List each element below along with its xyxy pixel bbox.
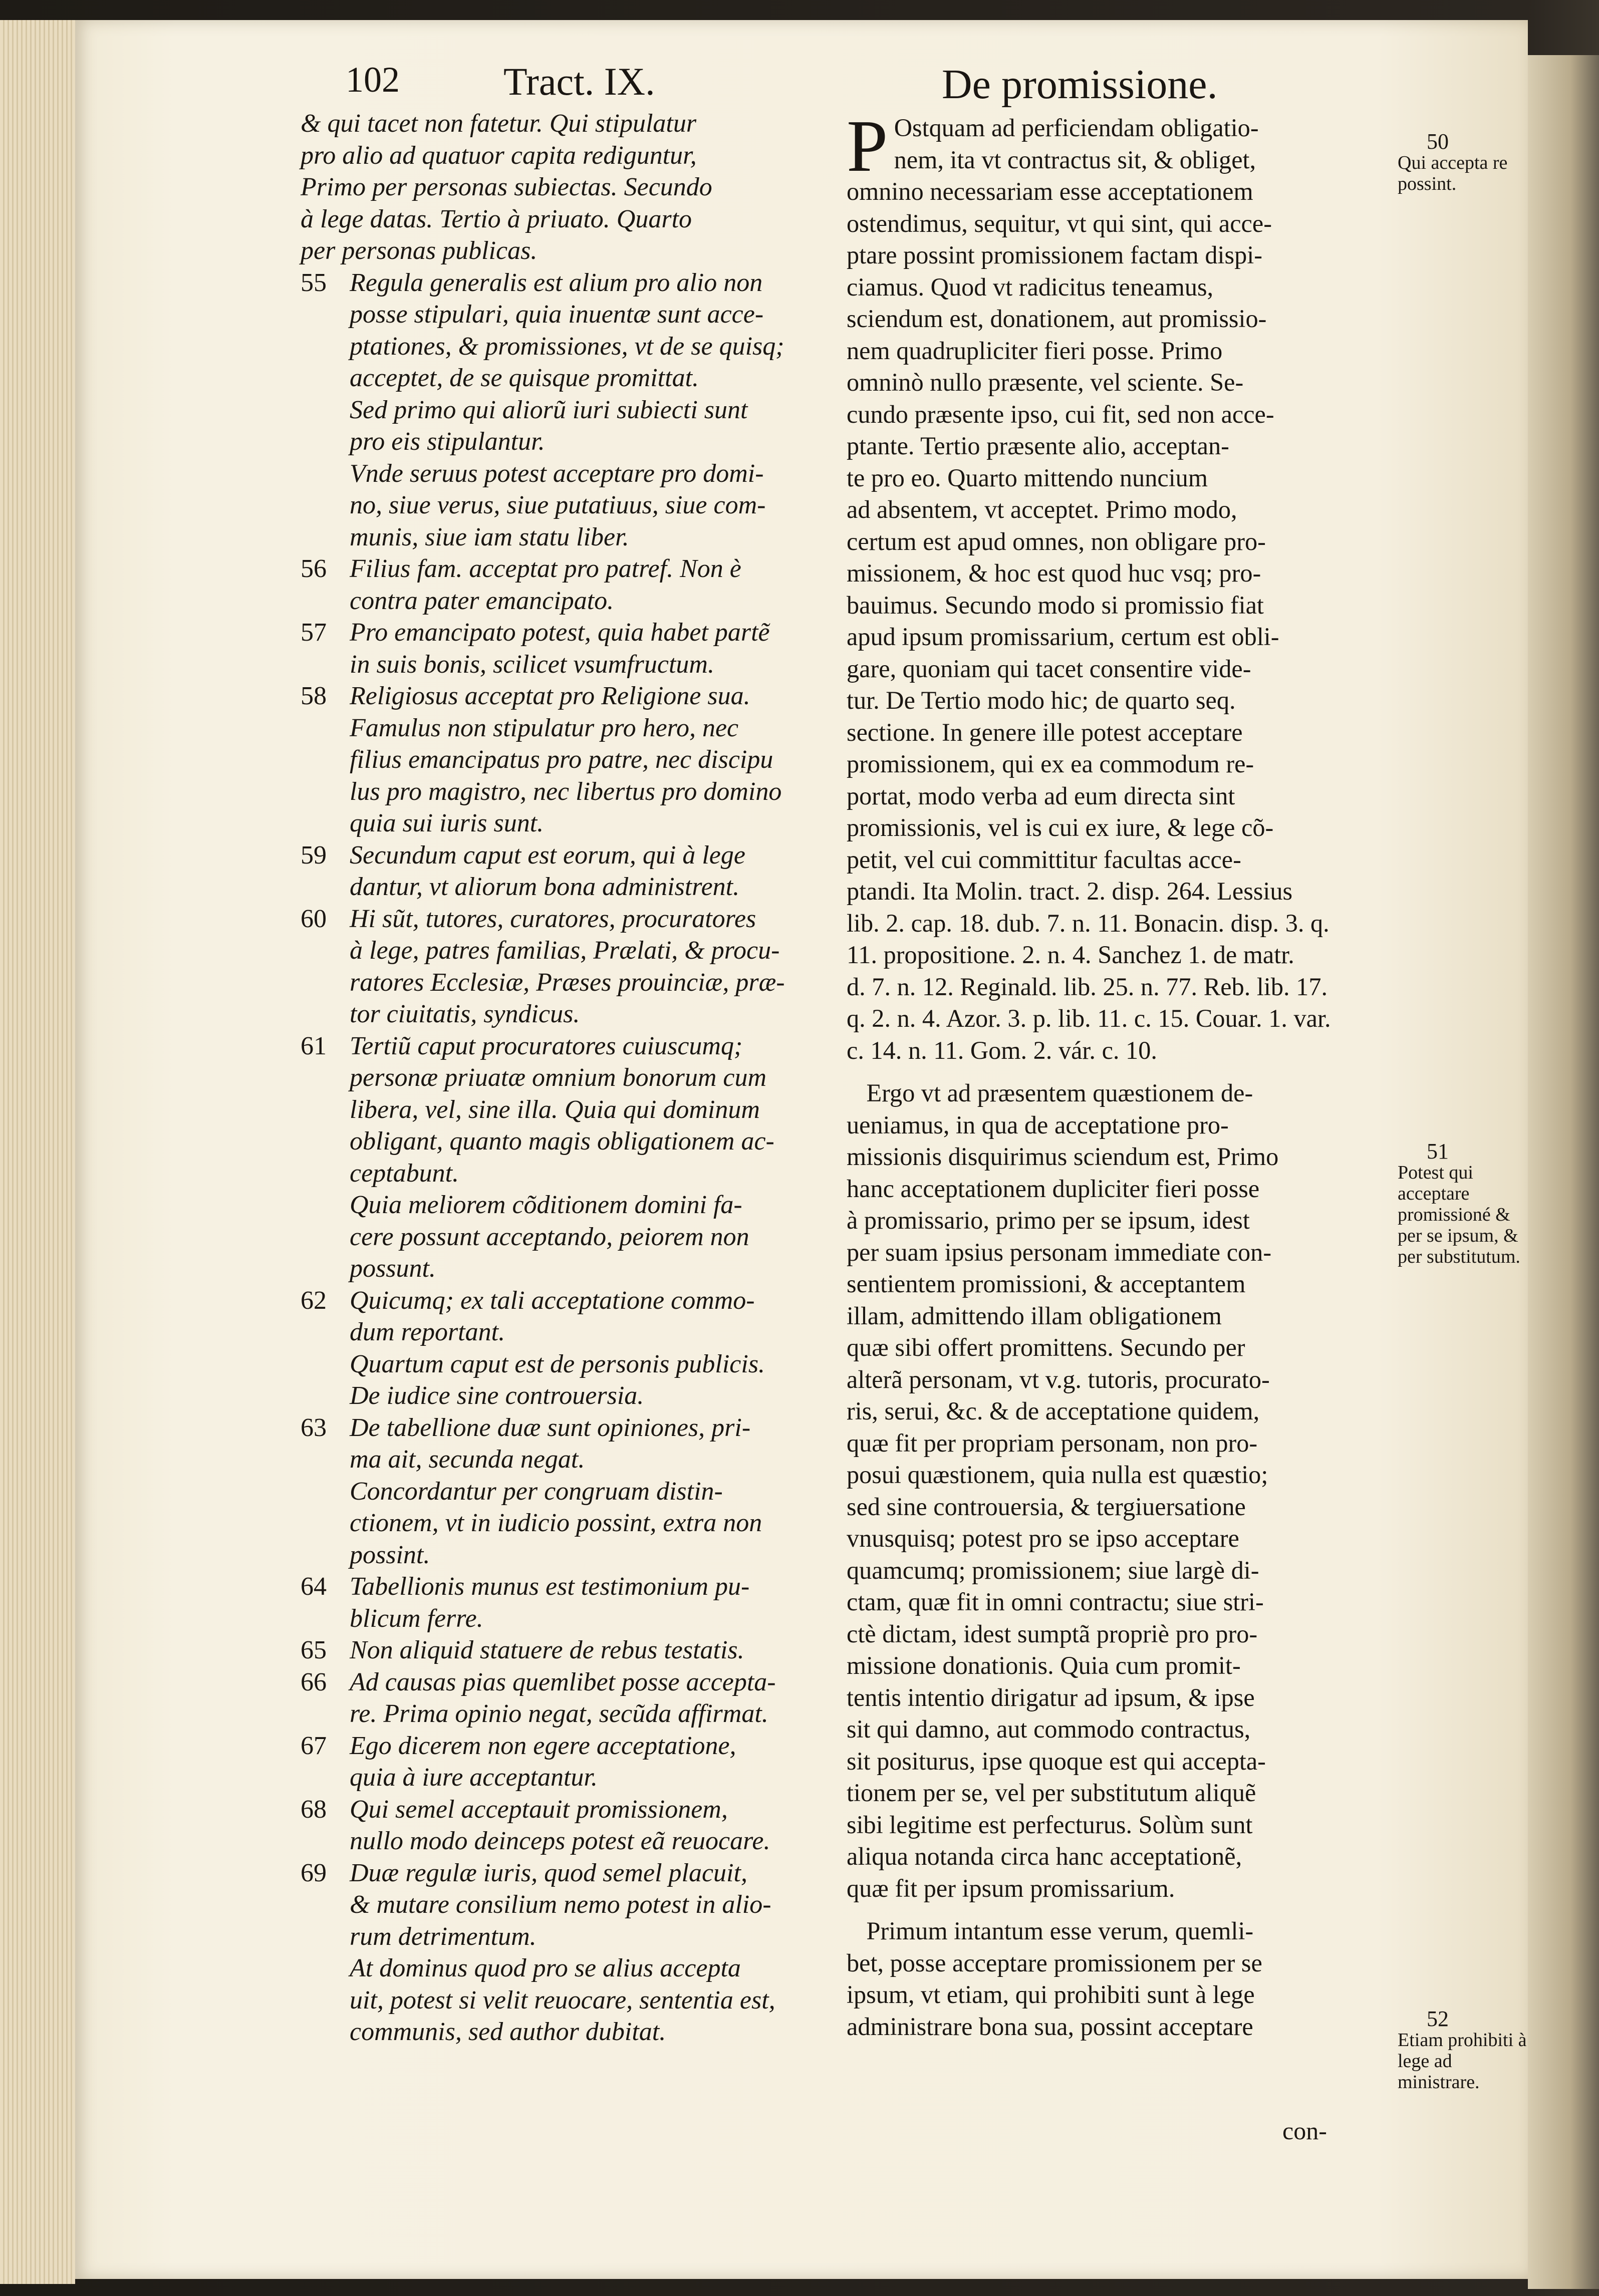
body-line: à promissario, primo per se ipsum, idest <box>847 1207 1250 1235</box>
summary-number: 69 <box>301 1858 327 1887</box>
summary-text: De iudice sine controuersia. <box>350 1381 644 1410</box>
body-line: Ergo vt ad præsentem quæstionem de- <box>866 1079 1253 1107</box>
margin-note-51 <box>1398 1141 1528 1267</box>
summary-text: Ego dicerem non egere acceptatione, <box>350 1731 736 1760</box>
summary-line <box>301 1476 837 1508</box>
body-line: illam, admittendo illam obligationem <box>847 1302 1222 1330</box>
summary-line <box>301 1603 837 1635</box>
summary-text: possint. <box>350 1540 430 1569</box>
body-line: missione donationis. Quia cum promit- <box>847 1652 1241 1680</box>
margin-note-text: Qui accepta re possint. <box>1398 152 1508 194</box>
body-line: cundo præsente ipso, cui fit, sed non acce- <box>847 400 1274 429</box>
body-line: vnusquisq; potest pro se ipso acceptare <box>847 1525 1239 1553</box>
body-line: ad absentem, vt acceptet. Primo modo, <box>847 496 1237 524</box>
body-line: sed sine controuersia, & tergiuersatione <box>847 1493 1246 1521</box>
summary-text: rum detrimentum. <box>350 1922 537 1951</box>
summary-text: libera, vel, sine illa. Quia qui dominum <box>350 1095 760 1124</box>
summary-text: Tabellionis munus est testimonium pu- <box>350 1572 750 1601</box>
summary-text: in suis bonis, scilicet vsumfructum. <box>350 650 714 679</box>
catch-word: con- <box>1282 2117 1327 2145</box>
summary-line <box>301 1348 837 1380</box>
summary-text: Regula generalis est alium pro alio non <box>350 268 763 297</box>
summary-text: ceptabunt. <box>350 1159 459 1188</box>
summary-text: Hi sũt, tutores, curatores, procuratores <box>350 904 756 933</box>
summary-column <box>301 108 837 2048</box>
body-line: te pro eo. Quarto mittendo nuncium <box>847 464 1208 492</box>
tract-label: Tract. IX. <box>503 60 655 103</box>
body-line: quæ fit per ipsum promissarium. <box>847 1874 1175 1903</box>
summary-text: Non aliquid statuere de rebus testatis. <box>350 1636 744 1664</box>
summary-number: 57 <box>301 618 327 647</box>
summary-text: Pro emancipato potest, quia habet partẽ <box>350 618 770 647</box>
body-line: quamcumq; promissionem; siue largè di- <box>847 1556 1259 1585</box>
summary-line <box>301 617 837 649</box>
summary-line <box>301 1189 837 1221</box>
summary-line <box>301 744 837 776</box>
summary-line <box>301 267 837 299</box>
body-line: tentis intentio dirigatur ad ipsum, & ipse <box>847 1683 1255 1712</box>
summary-line <box>301 458 837 490</box>
section-title: De promissione. <box>942 61 1218 108</box>
summary-text: ratores Ecclesiæ, Præses prouinciæ, præ- <box>350 968 785 997</box>
summary-line <box>301 1221 837 1253</box>
body-line: omnino necessariam esse acceptationem <box>847 178 1253 206</box>
summary-line <box>301 1889 837 1921</box>
summary-line <box>301 1762 837 1794</box>
summary-text: posse stipulari, quia inuentæ sunt acce- <box>350 300 764 329</box>
summary-number: 60 <box>301 904 327 933</box>
body-line: sit qui damno, aut commodo contractus, <box>847 1715 1251 1744</box>
body-line: bet, posse acceptare promissionem per se <box>847 1949 1262 1977</box>
body-line: ptandi. Ita Molin. tract. 2. disp. 264. Lessius <box>847 878 1293 906</box>
summary-line <box>301 553 837 585</box>
summary-text: communis, sed author dubitat. <box>350 2018 666 2046</box>
summary-line <box>301 998 837 1030</box>
summary-line <box>301 1921 837 1953</box>
summary-line <box>301 967 837 999</box>
summary-line <box>301 1062 837 1094</box>
margin-note-number: 50 <box>1427 129 1449 154</box>
summary-line <box>301 299 837 331</box>
summary-number: 61 <box>301 1031 327 1060</box>
summary-text: Concordantur per congruam distin- <box>350 1477 723 1506</box>
body-column <box>847 105 1403 2043</box>
body-line: sentientem promissioni, & acceptantem <box>847 1270 1246 1298</box>
summary-text: ptationes, & promissiones, vt de se quisq; <box>350 332 784 361</box>
summary-text: & mutare consilium nemo potest in alio- <box>350 1890 771 1919</box>
body-line: ctam, quæ fit in omni contractu; siue stri- <box>847 1588 1264 1616</box>
body-line: hanc acceptationem dupliciter fieri posse <box>847 1175 1260 1203</box>
body-line: q. 2. n. 4. Azor. 3. p. lib. 11. c. 15. Couar. 1. var. <box>847 1005 1331 1033</box>
summary-text: Filius fam. acceptat pro patref. Non è <box>350 554 741 583</box>
summary-text: Tertiũ caput procuratores cuiuscumq; <box>350 1031 743 1060</box>
body-line: certum est apud omnes, non obligare pro- <box>847 527 1266 556</box>
body-line: ciamus. Quod vt radicitus teneamus, <box>847 273 1214 302</box>
body-line: c. 14. n. 11. Gom. 2. vár. c. 10. <box>847 1036 1157 1065</box>
summary-text: personæ priuatæ omnium bonorum cum <box>350 1063 767 1092</box>
body-line: sectione. In genere ille potest acceptare <box>847 718 1243 747</box>
summary-line <box>301 776 837 808</box>
summary-line <box>301 649 837 681</box>
summary-number: 63 <box>301 1413 327 1442</box>
summary-line <box>301 108 837 140</box>
summary-text: quia à iure acceptantur. <box>350 1763 598 1792</box>
summary-number: 64 <box>301 1572 327 1601</box>
summary-number: 68 <box>301 1795 327 1824</box>
summary-text: Quartum caput est de personis publicis. <box>350 1349 765 1378</box>
summary-line <box>301 235 837 267</box>
margin-note-text: Etiam prohibiti à lege ad ministrare. <box>1398 2030 1527 2093</box>
summary-line <box>301 521 837 553</box>
summary-text: pro eis stipulantur. <box>350 427 545 456</box>
summary-text: possunt. <box>350 1254 436 1283</box>
summary-text: Secundum caput est eorum, qui à lege <box>350 840 745 870</box>
body-line: nem, ita vt contractus sit, & obliget, <box>894 146 1256 174</box>
body-line: gare, quoniam qui tacet consentire vide- <box>847 655 1251 683</box>
body-line: aliqua notanda circa hanc acceptationẽ, <box>847 1843 1242 1871</box>
summary-text: filius emancipatus pro patre, nec discipu <box>350 745 773 774</box>
summary-text: Primo per personas subiectas. Secundo <box>301 173 712 201</box>
body-line: ptante. Tertio præsente alio, acceptan- <box>847 432 1229 460</box>
body-line: missionem, & hoc est quod huc vsq; pro- <box>847 559 1261 588</box>
paragraph-gap <box>847 1905 1403 1916</box>
summary-line <box>301 1666 837 1698</box>
summary-text: Duæ regulæ iuris, quod semel placuit, <box>350 1858 747 1887</box>
summary-line <box>301 903 837 935</box>
summary-text: obligant, quanto magis obligationem ac- <box>350 1127 774 1156</box>
summary-line <box>301 1316 837 1348</box>
body-line: sibi legitime est perfecturus. Solùm sunt <box>847 1811 1253 1839</box>
summary-text: acceptet, de se quisque promittat. <box>350 364 699 392</box>
body-line: lib. 2. cap. 18. dub. 7. n. 11. Bonacin. disp. 3. q. <box>847 909 1329 938</box>
summary-text: Famulus non stipulatur pro hero, nec <box>350 713 739 742</box>
summary-line <box>301 1253 837 1285</box>
body-line: ueniamus, in qua de acceptatione pro- <box>847 1111 1229 1139</box>
summary-text: dum reportant. <box>350 1318 505 1346</box>
summary-text: & qui tacet non fatetur. Qui stipulatur <box>301 109 697 138</box>
summary-line <box>301 680 837 712</box>
summary-line <box>301 2016 837 2048</box>
summary-text: Quicumq; ex tali acceptatione commo- <box>350 1286 755 1315</box>
summary-text: Sed primo qui aliorũ iuri subiecti sunt <box>350 395 748 424</box>
body-line: omninò nullo præsente, vel sciente. Se- <box>847 369 1244 397</box>
summary-text: Vnde seruus potest acceptare pro domi- <box>350 459 764 488</box>
margin-note-50 <box>1398 131 1528 194</box>
summary-number: 59 <box>301 840 327 870</box>
summary-text: lus pro magistro, nec libertus pro domino <box>350 777 782 806</box>
summary-number: 62 <box>301 1286 327 1315</box>
summary-line <box>301 362 837 394</box>
body-line: sciendum est, donationem, aut promissio- <box>847 305 1267 333</box>
margin-note-52 <box>1398 2008 1528 2093</box>
summary-line <box>301 1857 837 1889</box>
summary-text: ctionem, vt in iudicio possint, extra non <box>350 1509 762 1537</box>
summary-line <box>301 1571 837 1603</box>
summary-line <box>301 712 837 744</box>
summary-text: At dominus quod pro se alius accepta <box>350 1954 741 1982</box>
summary-line <box>301 1125 837 1158</box>
summary-line <box>301 807 837 839</box>
page-number: 102 <box>346 60 400 100</box>
body-line: ptare possint promissionem factam dispi- <box>847 241 1262 269</box>
margin-note-number: 51 <box>1427 1139 1449 1164</box>
summary-text: nullo modo deinceps potest eã reuocare. <box>350 1827 770 1855</box>
summary-line <box>301 1507 837 1539</box>
body-line: bauimus. Secundo modo si promissio fiat <box>847 591 1264 620</box>
summary-line <box>301 1634 837 1666</box>
body-line: quæ fit per propriam personam, non pro- <box>847 1429 1258 1458</box>
summary-line <box>301 426 837 458</box>
summary-line <box>301 1698 837 1730</box>
summary-text: dantur, vt aliorum bona administrent. <box>350 873 740 901</box>
body-line: promissionem, qui ex ea commodum re- <box>847 750 1254 778</box>
summary-line <box>301 1444 837 1476</box>
summary-text: Qui semel acceptauit promissionem, <box>350 1795 728 1824</box>
summary-line <box>301 1412 837 1444</box>
summary-text: re. Prima opinio negat, secũda affirmat. <box>350 1699 768 1728</box>
body-line: d. 7. n. 12. Reginald. lib. 25. n. 77. Reb. lib. 17. <box>847 973 1328 1001</box>
body-line: Ostquam ad perficiendam obligatio- <box>894 114 1259 142</box>
summary-line <box>301 1285 837 1317</box>
summary-text: no, siue verus, siue putatiuus, siue com- <box>350 491 766 519</box>
summary-line <box>301 839 837 872</box>
body-line: petit, vel cui committitur facultas acce- <box>847 845 1241 874</box>
body-line: ris, serui, &c. & de acceptatione quidem, <box>847 1397 1260 1425</box>
summary-text: cere possunt acceptando, peiorem non <box>350 1222 749 1251</box>
summary-line <box>301 171 837 203</box>
summary-text: munis, siue iam statu liber. <box>350 522 629 551</box>
body-line: sit positurus, ipse quoque est qui accepta- <box>847 1747 1266 1776</box>
summary-line <box>301 935 837 967</box>
body-line: ctè dictam, idest sumptã propriè pro pro- <box>847 1620 1258 1648</box>
body-line: promissionis, vel is cui ex iure, & lege cõ- <box>847 814 1274 842</box>
summary-text: à lege datas. Tertio à priuato. Quarto <box>301 204 692 233</box>
body-line: apud ipsum promissarium, certum est obli- <box>847 623 1279 651</box>
page-edge-right <box>1528 55 1599 2289</box>
body-line: per suam ipsius personam immediate con- <box>847 1238 1272 1267</box>
summary-text: De tabellione duæ sunt opiniones, pri- <box>350 1413 751 1442</box>
summary-line <box>301 1794 837 1826</box>
paragraph-gap <box>847 1067 1403 1078</box>
summary-text: blicum ferre. <box>350 1604 483 1633</box>
summary-text: uit, potest si velit reuocare, sententia est, <box>350 1985 775 2015</box>
summary-line <box>301 1094 837 1126</box>
summary-line <box>301 331 837 363</box>
summary-text: Ad causas pias quemlibet posse accepta- <box>350 1667 776 1696</box>
summary-line <box>301 1825 837 1857</box>
summary-number: 56 <box>301 554 327 583</box>
summary-line <box>301 1030 837 1062</box>
summary-text: à lege, patres familias, Prælati, & procu- <box>350 936 780 965</box>
body-line: nem quadrupliciter fieri posse. Primo <box>847 337 1223 365</box>
body-line: missionis disquirimus sciendum est, Primo <box>847 1143 1279 1171</box>
body-line: Primum intantum esse verum, quemli- <box>866 1917 1254 1945</box>
summary-number: 55 <box>301 268 327 297</box>
summary-number: 67 <box>301 1731 327 1760</box>
body-line: quæ sibi offert promittens. Secundo per <box>847 1334 1245 1362</box>
summary-line <box>301 489 837 521</box>
summary-text: Quia meliorem cõditionem domini fa- <box>350 1191 742 1219</box>
body-line: posui quæstionem, quia nulla est quæstio; <box>847 1461 1268 1489</box>
body-line: portat, modo verba ad eum directa sint <box>847 782 1235 810</box>
summary-text: tor ciuitatis, syndicus. <box>350 1000 580 1028</box>
summary-line <box>301 585 837 617</box>
summary-text: pro alio ad quatuor capita rediguntur, <box>301 141 697 170</box>
body-line: ostendimus, sequitur, vt qui sint, qui acce- <box>847 209 1272 238</box>
drop-cap: P <box>847 105 888 187</box>
summary-line <box>301 871 837 903</box>
summary-line <box>301 1952 837 1984</box>
summary-line <box>301 1158 837 1190</box>
summary-text: quia sui iuris sunt. <box>350 809 544 837</box>
body-line: 11. propositione. 2. n. 4. Sanchez 1. de matr. <box>847 941 1294 969</box>
body-line: administrare bona sua, possint acceptare <box>847 2013 1253 2041</box>
summary-line <box>301 203 837 235</box>
summary-text: per personas publicas. <box>301 236 538 265</box>
summary-line <box>301 1380 837 1412</box>
summary-line <box>301 1730 837 1762</box>
body-line: ipsum, vt etiam, qui prohibiti sunt à lege <box>847 1981 1255 2009</box>
summary-line <box>301 140 837 172</box>
page-edge-left <box>0 20 75 2284</box>
summary-number: 65 <box>301 1636 327 1664</box>
summary-text: Religiosus acceptat pro Religione sua. <box>350 682 750 710</box>
summary-text: contra pater emancipato. <box>350 586 614 615</box>
summary-number: 58 <box>301 682 327 710</box>
summary-text: ma ait, secunda negat. <box>350 1445 585 1474</box>
margin-note-number: 52 <box>1427 2006 1449 2031</box>
summary-line <box>301 1984 837 2017</box>
body-line: tionem per se, vel per substitutum aliquẽ <box>847 1779 1256 1807</box>
body-line: tur. De Tertio modo hic; de quarto seq. <box>847 687 1236 715</box>
summary-line <box>301 394 837 426</box>
summary-number: 66 <box>301 1667 327 1696</box>
summary-line <box>301 1539 837 1571</box>
body-line: alterã personam, vt v.g. tutoris, procurato- <box>847 1365 1270 1394</box>
margin-note-text: Potest qui acceptare promissioné & per se ipsum, & per substitutum. <box>1398 1162 1520 1267</box>
